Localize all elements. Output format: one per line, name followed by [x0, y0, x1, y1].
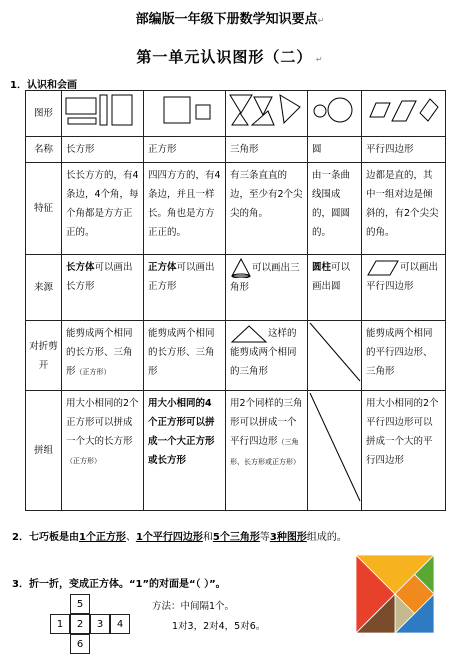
- combine-cell: 用大小相同的4个正方形可以拼成一个大正方形或长方形: [144, 391, 226, 511]
- unit-title: 第一单元认识图形（二） ↵: [136, 48, 324, 66]
- diagonal-line: [308, 391, 362, 503]
- name-cell: 三角形: [226, 137, 308, 163]
- parallelogram-figures: [364, 93, 440, 127]
- net-face: 1: [50, 614, 70, 634]
- table-row: [26, 255, 446, 321]
- combine-cell: 用大小相同的2个正方形可以拼成一个大的长方形（正方形）: [62, 391, 144, 511]
- name-cell: 正方形: [144, 137, 226, 163]
- net-face: 2: [70, 614, 90, 634]
- source-cell: 正方体可以画出正方形: [144, 255, 226, 321]
- row-label-fold: 对折剪开: [26, 321, 62, 391]
- diagonal-line: [308, 321, 362, 383]
- triangle-shapes-cell: [226, 91, 308, 137]
- section3-heading: 3．折一折，变成正方体。“1”的对面是“（ ）”。: [12, 579, 226, 590]
- source-cell: 长方体可以画出长方形: [62, 255, 144, 321]
- table-row: [26, 91, 446, 137]
- parallelogram-prism-icon: [366, 259, 400, 277]
- fold-cell: 能剪成两个相同的长方形、三角形（正方形）: [62, 321, 144, 391]
- section2-text: 2．七巧板是由1个正方形、1个平行四边形和5个三角形等3种图形组成的。: [12, 532, 347, 543]
- fold-cell: 这样的能剪成两个相同的三角形: [226, 321, 308, 391]
- row-label-source: 来源: [26, 255, 62, 321]
- tangram-picture: [356, 555, 434, 633]
- rectangle-figures: [64, 93, 138, 127]
- fold-cell-empty: [308, 321, 362, 391]
- method-line-2: 1对3，2对4，5对6。: [172, 621, 266, 632]
- net-face: 5: [70, 594, 90, 614]
- fold-cell: 能剪成两个相同的长方形、三角形: [144, 321, 226, 391]
- source-cell: 圆柱可以画出圆: [308, 255, 362, 321]
- feature-cell: 边都是直的，其中一组对边是倾斜的，有2个尖尖的角。: [362, 163, 446, 255]
- circle-figures: [310, 93, 358, 127]
- feature-cell: 由一条曲线围成的，圆圆的。: [308, 163, 362, 255]
- square-figures: [146, 93, 220, 127]
- combine-cell: 用2个同样的三角形可以拼成一个平行四边形（三角形、长方形或正方形）: [226, 391, 308, 511]
- rectangle-shapes-cell: [62, 91, 144, 137]
- name-cell: 平行四边形: [362, 137, 446, 163]
- row-label-combine: 拼组: [26, 391, 62, 511]
- feature-cell: 长长方方的，有4条边，4个角，每个角都是方方正正的。: [62, 163, 144, 255]
- table-row: [26, 391, 446, 511]
- feature-cell: 有三条直直的边，至少有2个尖尖的角。: [226, 163, 308, 255]
- square-shapes-cell: [144, 91, 226, 137]
- name-cell: 长方形: [62, 137, 144, 163]
- source-cell: 可以画出三角形: [226, 255, 308, 321]
- combine-cell: 用大小相同的2个平行四边形可以拼成一个大的平行四边形: [362, 391, 446, 511]
- net-face: 4: [110, 614, 130, 634]
- triangle-figures: [228, 93, 302, 127]
- feature-cell: 四四方方的，有4条边，并且一样长。角也是方方正正的。: [144, 163, 226, 255]
- cone-icon: [230, 258, 252, 278]
- row-label-name: 名称: [26, 137, 62, 163]
- parallelogram-shapes-cell: [362, 91, 446, 137]
- source-cell: 可以画出平行四边形: [362, 255, 446, 321]
- combine-cell-empty: [308, 391, 362, 511]
- section1-heading: 1．认识和会画: [10, 80, 77, 91]
- method-line-1: 方法：中间隔1个。: [152, 601, 235, 612]
- net-face: 3: [90, 614, 110, 634]
- table-row: [26, 321, 446, 391]
- triangle-fold-icon: [230, 325, 268, 343]
- table-row: [26, 163, 446, 255]
- row-label-shape: 图形: [26, 91, 62, 137]
- table-row: [26, 137, 446, 163]
- shapes-table: [25, 90, 446, 511]
- fold-cell: 能剪成两个相同的平行四边形、三角形: [362, 321, 446, 391]
- document-title: 部编版一年级下册数学知识要点↵: [135, 12, 325, 27]
- circle-shapes-cell: [308, 91, 362, 137]
- name-cell: 圆: [308, 137, 362, 163]
- row-label-feature: 特征: [26, 163, 62, 255]
- net-face: 6: [70, 634, 90, 654]
